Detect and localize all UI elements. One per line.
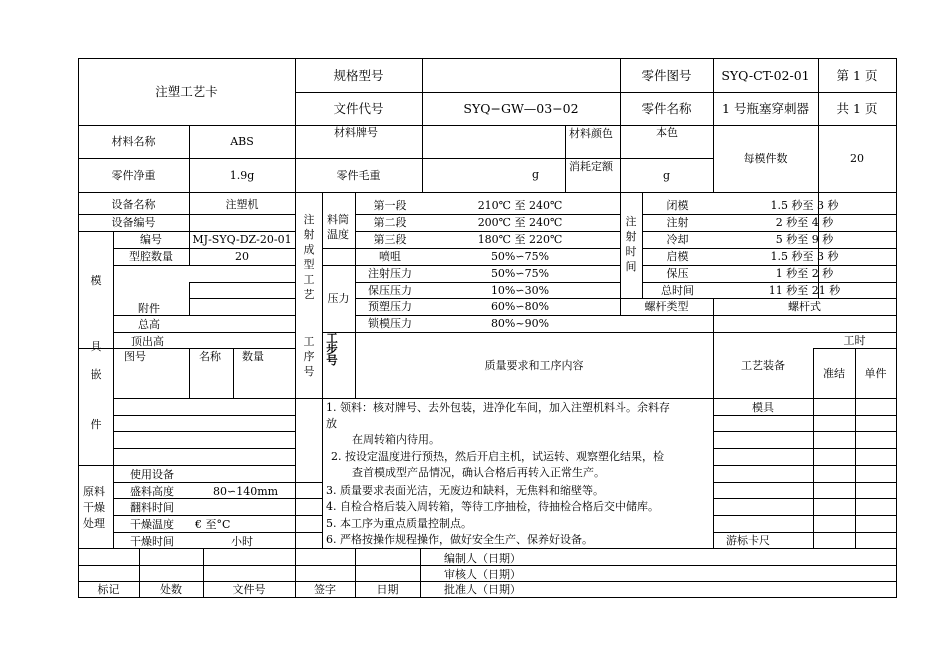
rule <box>113 431 295 432</box>
step-line: 5. 本工序为重点质量控制点。 <box>326 517 472 530</box>
open-label: 启模 <box>666 250 689 263</box>
nozzle-value: 50%∽75% <box>490 250 550 263</box>
insert-name-label: 名称 <box>199 350 221 363</box>
rule <box>189 282 295 283</box>
step-line: 在周转箱内待用。 <box>352 433 440 446</box>
equipment-name-label: 设备名称 <box>111 198 156 211</box>
prep-hours-header: 准结 <box>823 366 845 380</box>
hold-pressure-value: 10%∽30% <box>490 283 550 297</box>
pre-mold-pressure-value: 60%∽80% <box>490 300 550 313</box>
injection-process-label: 注射成型工艺 <box>303 213 315 301</box>
mold-code-value: MJ-SYQ-DZ-20-01 <box>192 233 292 246</box>
lock-pressure-label: 锁模压力 <box>368 317 412 330</box>
part-drawing-label: 零件图号 <box>641 67 692 83</box>
net-weight-value: 1.9g <box>229 168 255 182</box>
inj-pressure-label: 注射压力 <box>368 267 412 280</box>
material-name-value: ABS <box>230 135 254 148</box>
drying-temp-value: € 至°C <box>195 518 231 531</box>
rule <box>78 548 897 549</box>
rule <box>113 448 295 449</box>
hold-pressure-label: 保压压力 <box>368 283 412 297</box>
cavities-label: 每模件数 <box>743 152 788 165</box>
drying-temp-label: 干燥温度 <box>130 518 174 531</box>
rule <box>713 431 897 432</box>
screw-type-value: 螺杆式 <box>788 300 821 313</box>
rule <box>78 348 295 349</box>
injection-time-label: 注射时间 <box>625 215 637 273</box>
count-label: 处数 <box>160 582 182 596</box>
doc-no-label: 文件号 <box>232 582 266 596</box>
tool-caliper: 游标卡尺 <box>726 533 770 547</box>
rule <box>189 348 190 398</box>
rule <box>896 58 897 598</box>
rule <box>78 465 295 466</box>
barrel-temp-label: 料筒温度 <box>327 213 349 241</box>
part-drawing-value: SYQ-CT-02-01 <box>721 67 810 83</box>
card-title: 注塑工艺卡 <box>155 84 218 99</box>
inserts-label: 嵌件 <box>90 368 102 431</box>
total-pages: 共 1 页 <box>836 101 878 116</box>
inj-pressure-value: 50%∽75% <box>490 267 550 280</box>
screw-type-label: 螺杆类型 <box>644 300 689 313</box>
rule <box>78 565 897 566</box>
lock-pressure-value: 80%~90% <box>490 317 550 330</box>
close-label: 闭模 <box>666 199 689 212</box>
rule <box>113 348 114 465</box>
step-line: 放 <box>326 417 337 430</box>
rule <box>713 482 897 483</box>
doc-code-label: 文件代号 <box>333 101 384 116</box>
spec-value <box>422 58 620 92</box>
content-header: 质量要求和工序内容 <box>484 358 584 372</box>
mold-cavity-value: 20 <box>235 250 249 263</box>
insert-drawing-label: 图号 <box>124 350 146 363</box>
pressure-label: 压力 <box>327 292 350 305</box>
drying-time-label: 干燥时间 <box>130 535 174 548</box>
reviewed-by-label: 审核人（日期） <box>444 568 521 581</box>
mold-cavity-label: 型腔数量 <box>129 250 173 263</box>
rule <box>295 192 296 548</box>
rule <box>295 398 323 399</box>
gross-weight-label: 零件毛重 <box>336 168 381 182</box>
stage1-label: 第一段 <box>373 199 407 212</box>
rule <box>113 482 322 483</box>
pre-mold-pressure-label: 预塑压力 <box>368 300 412 313</box>
equipment-header: 工艺装备 <box>741 358 785 372</box>
mold-ejector-height-label: 顶出高 <box>131 335 164 348</box>
rule <box>420 548 421 597</box>
page-number: 第 1 页 <box>836 67 878 83</box>
gross-weight-unit: g <box>532 168 540 181</box>
hopper-height-label: 盛料高度 <box>130 485 174 498</box>
rule <box>713 415 897 416</box>
rule <box>78 192 897 193</box>
cavities-value: 20 <box>850 152 864 165</box>
rule <box>713 515 897 516</box>
step-line: 4. 自检合格后装入周转箱，等待工序抽检，待抽检合格后交中储库。 <box>326 500 659 513</box>
compiled-by-label: 编制人（日期） <box>444 552 521 565</box>
rule <box>189 282 190 315</box>
rule <box>713 448 897 449</box>
rule <box>113 465 114 548</box>
mark-label: 标记 <box>97 582 120 596</box>
insert-qty-label: 数量 <box>242 350 264 363</box>
spec-label: 规格型号 <box>333 67 384 83</box>
cool-value: 5 秒至 9 秒 <box>775 233 834 246</box>
rule <box>113 265 295 266</box>
equipment-name-value: 注塑机 <box>225 198 259 211</box>
mold-total-height-label: 总高 <box>138 318 160 331</box>
approved-by-label: 批准人（日期） <box>444 583 521 596</box>
rule <box>113 415 295 416</box>
rule <box>78 597 897 598</box>
step-line: 6. 严格按操作规程操作，做好安全生产、保养好设备。 <box>326 533 593 546</box>
rule <box>565 125 566 192</box>
rule <box>620 192 621 315</box>
material-color-label: 材料颜色 <box>569 127 613 140</box>
drying-time-unit: 小时 <box>231 535 253 548</box>
rule <box>113 532 322 533</box>
material-grade-label: 材料牌号 <box>334 126 378 139</box>
hold-value: 1 秒至 2 秒 <box>775 267 834 280</box>
equipment-number-value <box>189 214 295 231</box>
material-grade-value <box>422 125 565 158</box>
sign-label: 签字 <box>314 582 336 596</box>
stage2-label: 第二段 <box>373 216 407 229</box>
drying-label: 原料干燥处理 <box>83 485 105 530</box>
step-line: 3. 质量要求表面光洁，无废边和缺料，无焦料和缩壁等。 <box>326 484 604 497</box>
rule <box>113 498 322 499</box>
inject-value: 2 秒至 4 秒 <box>775 216 834 229</box>
consumption-unit: g <box>662 168 671 182</box>
net-weight-label: 零件净重 <box>111 168 156 182</box>
unit-hours-header: 单件 <box>864 366 887 380</box>
sequence-label: 工序号 <box>303 335 315 378</box>
turn-time-label: 翻料时间 <box>130 501 174 514</box>
cool-label: 冷却 <box>666 233 689 246</box>
hopper-height-value: 80∽140mm <box>213 485 279 498</box>
part-name-label: 零件名称 <box>641 101 692 116</box>
rule <box>113 398 295 399</box>
rule <box>113 515 322 516</box>
mold-group-label: 模具 <box>90 274 102 353</box>
total-time-label: 总时间 <box>661 283 694 297</box>
doc-code-value: SYQ−GW—03−02 <box>463 101 579 116</box>
step-line: 2. 按设定温度进行预热，然后开启主机，试运转、观察塑化结果，检 <box>331 450 664 463</box>
step-line: 查首模成型产品情况，确认合格后再转入正常生产。 <box>352 466 605 479</box>
step-label: 工步号 <box>326 331 338 367</box>
open-value: 1.5 秒至 3 秒 <box>770 250 839 263</box>
date-label: 日期 <box>376 582 399 596</box>
nozzle-label: 喷咀 <box>379 250 401 263</box>
stage3-label: 第三段 <box>373 233 407 246</box>
hold-label: 保压 <box>666 267 689 280</box>
stage3-value: 180℃ 至 220℃ <box>477 233 563 246</box>
inject-label: 注射 <box>666 216 689 229</box>
tool-mold: 模具 <box>752 400 774 414</box>
equipment-number-label: 设备编号 <box>111 216 156 229</box>
step-line: 1. 领料：核对牌号、去外包装，进净化车间，加入注塑机料斗。余料存 <box>326 401 670 414</box>
close-value: 1.5 秒至 3 秒 <box>770 199 839 212</box>
total-time-value: 11 秒至 21 秒 <box>768 283 841 297</box>
rule <box>713 465 897 466</box>
hours-header: 工时 <box>843 334 866 347</box>
stage2-value: 200℃ 至 240℃ <box>477 216 563 229</box>
rule <box>233 348 234 398</box>
rule <box>113 315 295 316</box>
part-name-value: 1 号瓶塞穿刺器 <box>722 101 809 116</box>
rule <box>189 298 295 299</box>
material-color-value: 本色 <box>656 126 678 139</box>
rule <box>322 192 323 548</box>
material-name-label: 材料名称 <box>111 135 156 148</box>
rule <box>113 332 295 333</box>
stage1-value: 210℃ 至 240℃ <box>477 199 563 212</box>
consumption-label: 消耗定额 <box>569 160 613 173</box>
mold-code-label: 编号 <box>140 233 162 246</box>
rule <box>713 498 897 499</box>
drying-device-label: 使用设备 <box>130 468 174 481</box>
mold-accessory-label: 附件 <box>138 302 160 315</box>
